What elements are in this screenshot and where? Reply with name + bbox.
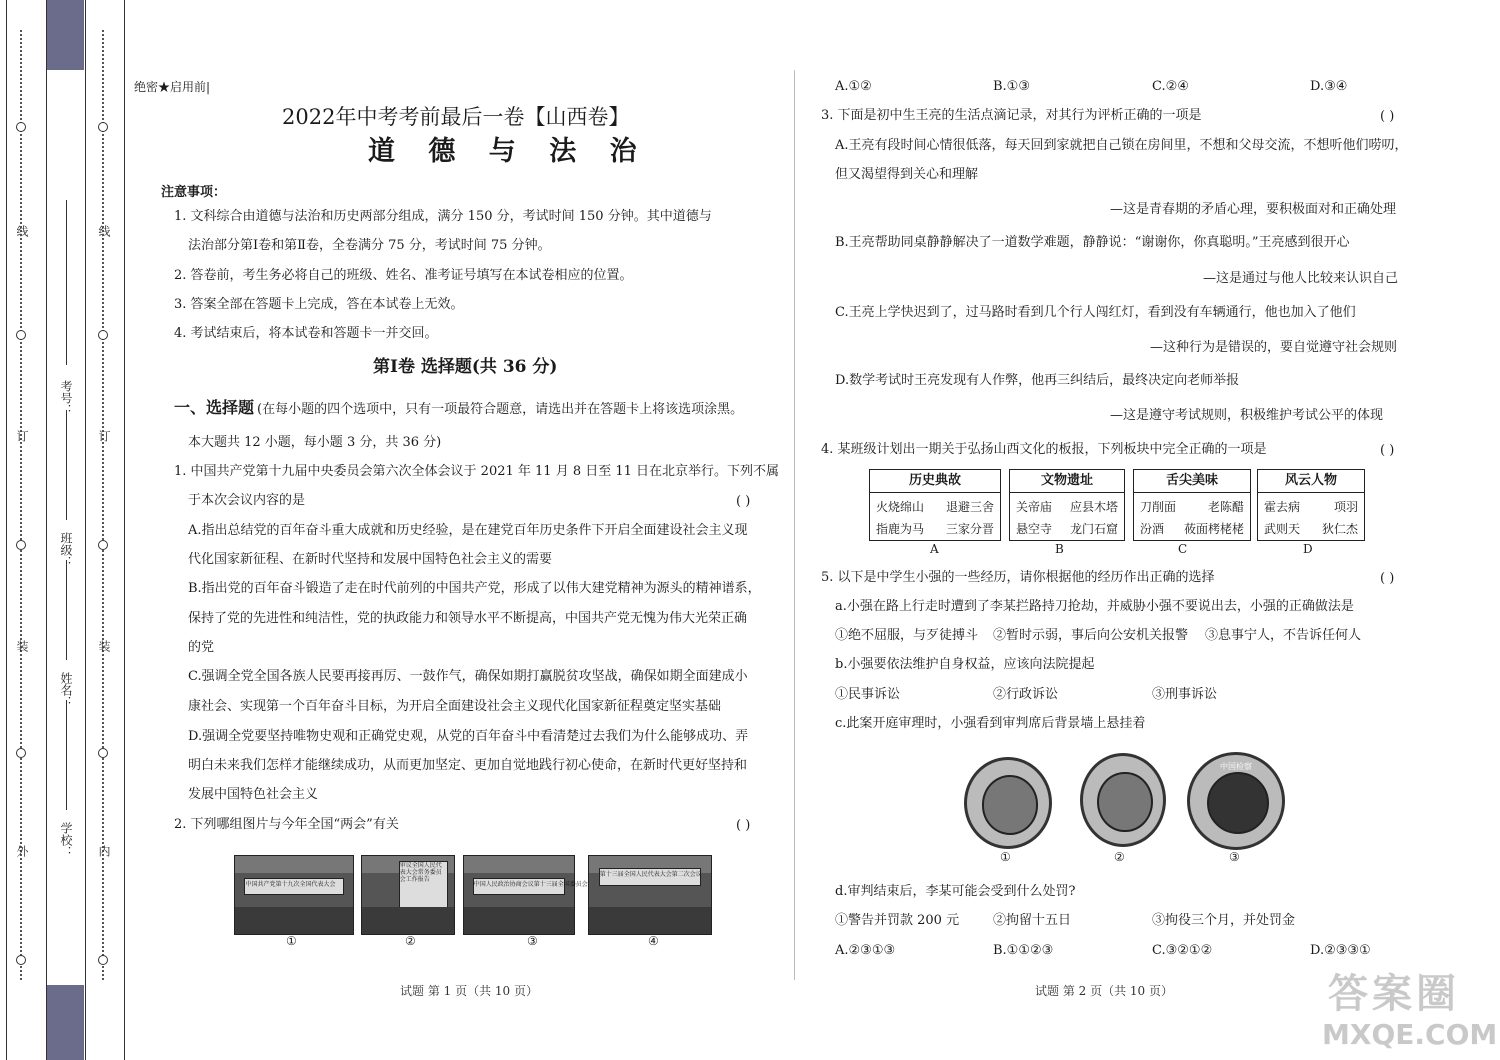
outer-char: 装 <box>15 640 29 652</box>
notice-item-3: 3. 答案全部在答题卡上完成，答在本试卷上无效。 <box>174 297 464 312</box>
q3-option-c: C.王亮上学快迟到了，过马路时看到几个行人闯红灯，看到没有车辆通行，他也加入了他们 <box>835 305 1356 320</box>
q4-box-item: 莜面栲栳栳 <box>1183 522 1244 536</box>
emblem-2-label: ② <box>1114 850 1125 864</box>
name-label: 姓名： <box>59 672 73 708</box>
q3-option-b-eval: —这是通过与他人比较来认识自己 <box>1203 271 1399 286</box>
q4-box-item: 霍去病 <box>1264 500 1301 514</box>
procuratorate-emblem-text: 中国检察 <box>1220 762 1252 771</box>
q5-part-b: b.小强要依法维护自身权益，应该向法院提起 <box>835 657 1095 672</box>
q5-answer-a: A.②③①③ <box>835 943 896 958</box>
binding-hole <box>16 330 26 340</box>
outer-char: 订 <box>15 430 29 442</box>
q5-b-option-1: ①民事诉讼 <box>835 687 901 702</box>
q4-box-item: 三家分晋 <box>945 522 994 536</box>
binding-hole <box>98 540 108 550</box>
page-divider <box>794 70 795 980</box>
class-label: 班级： <box>59 532 73 568</box>
bottom-color-band <box>47 985 84 1060</box>
court-emblem-icon <box>1080 753 1166 847</box>
q4-box-heading: 历史典故 <box>870 470 1000 493</box>
binding-hole <box>16 122 26 132</box>
q5-a-option-3: ③息事宁人，不告诉任何人 <box>1205 628 1362 643</box>
q1-stem-cont: 于本次会议内容的是 <box>188 493 306 508</box>
q3-option-b: B.王亮帮助同桌静静解决了一道数学难题，静静说：“谢谢你，你真聪明。”王亮感到很开心 <box>835 235 1350 250</box>
q5-a-option-2: ②暂时示弱，事后向公安机关报警 <box>993 628 1189 643</box>
q4-box-item: 指鹿为马 <box>876 522 925 536</box>
q4-box-item: 关帝庙 <box>1016 500 1053 514</box>
photo-1-label: ① <box>286 934 297 948</box>
q2-option-a: A.①② <box>835 79 872 94</box>
q5-answer-b: B.①①②③ <box>993 943 1054 958</box>
q4-box-item: 老陈醋 <box>1207 500 1244 514</box>
inner-char: 内 <box>97 845 111 857</box>
inner-cut-line <box>102 30 104 980</box>
q4-box-b <box>1009 469 1125 541</box>
q2-answer-bracket[interactable]: ( ) <box>736 818 751 833</box>
subject-title: 道 德 与 法 治 <box>368 136 649 167</box>
q1-answer-bracket[interactable]: ( ) <box>736 494 751 509</box>
binding-hole <box>16 748 26 758</box>
q3-option-a-cont: 但又渴望得到关心和理解 <box>835 167 979 182</box>
q2-option-c: C.②④ <box>1152 79 1189 94</box>
q4-box-heading: 风云人物 <box>1258 470 1364 493</box>
outer-cut-line <box>20 30 22 980</box>
procuratorate-emblem-icon <box>1187 752 1285 850</box>
school-field[interactable] <box>66 700 67 810</box>
page-2-footer: 试题 第 2 页（共 10 页） <box>1035 984 1173 998</box>
school-label: 学校： <box>59 822 73 858</box>
q4-box-heading: 文物遗址 <box>1010 470 1124 493</box>
confidential-mark: 绝密★启用前| <box>134 80 211 94</box>
class-field[interactable] <box>66 410 67 520</box>
q5-answer-c: C.③②①② <box>1152 943 1213 958</box>
photo-banner: 第十三届全国人民代表大会第二次会议 <box>599 871 702 879</box>
binding-hole <box>16 540 26 550</box>
photo-3 <box>463 855 588 935</box>
q1-stem: 1. 中国共产党第十九届中央委员会第六次全体会议于 2021 年 11 月 8 日至 11 日在北京举行。下列不属 <box>174 464 780 479</box>
q4-box-item: 项羽 <box>1333 500 1358 514</box>
q5-answer-bracket[interactable]: ( ) <box>1380 571 1395 586</box>
q4-box-item: 应县木塔 <box>1069 500 1118 514</box>
notice-item-4: 4. 考试结束后，将本试卷和答题卡一并交回。 <box>174 326 438 341</box>
q3-option-a: A.王亮有段时间心情很低落，每天回到家就把自己锁在房间里，不想和父母交流，不想听他们唠叨， <box>835 138 1408 153</box>
top-color-band <box>47 0 84 70</box>
q2-stem: 2. 下列哪组图片与今年全国“两会”有关 <box>174 817 399 832</box>
q5-d-option-3: ③拘役三个月，并处罚金 <box>1152 913 1296 928</box>
q4-stem: 4. 某班级计划出一期关于弘扬山西文化的板报，下列板块中完全正确的一项是 <box>821 442 1267 457</box>
q1-option-b-cont: 保持了党的先进性和纯洁性，党的执政能力和领导水平不断提高，中国共产党无愧为伟大光荣正确 <box>188 611 748 626</box>
notice-heading: 注意事项： <box>161 185 227 200</box>
section-description-cont: 本大题共 12 小题，每小题 3 分，共 36 分) <box>188 435 442 450</box>
binding-hole <box>98 122 108 132</box>
q4-box-b-label: B <box>1055 542 1064 556</box>
q4-box-a-label: A <box>930 542 939 556</box>
q4-box-item: 龙门石窟 <box>1069 522 1118 536</box>
q5-part-d: d.审判结束后，李某可能会受到什么处罚? <box>835 884 1076 899</box>
photo-2 <box>361 855 455 935</box>
exam-number-label: 考号： <box>59 380 73 416</box>
margin-inner-edge <box>124 0 125 1060</box>
photo-1 <box>234 855 354 935</box>
q1-option-d: D.强调全党要坚持唯物史观和正确党史观，从党的百年奋斗中看清楚过去我们为什么能够成功、弄 <box>188 729 749 744</box>
section-description: (在每小题的四个选项中，只有一项最符合题意，请选出并在答题卡上将该选项涂黑。 <box>257 402 744 417</box>
q2-option-b: B.①③ <box>993 79 1030 94</box>
photo-banner: 审议全国人民代表大会常务委员会工作报告 <box>399 861 442 883</box>
exam-number-field[interactable] <box>66 200 67 365</box>
notice-item-2: 2. 答卷前，考生务必将自己的班级、姓名、准考证号填写在本试卷相应的位置。 <box>174 268 633 283</box>
info-strip <box>46 0 86 1060</box>
q4-box-c <box>1133 469 1251 541</box>
q1-option-d-cont2: 发展中国特色社会主义 <box>188 787 319 802</box>
inner-char: 订 <box>97 430 111 442</box>
photo-banner: 中国共产党第十九次全国代表大会 <box>245 880 336 888</box>
q5-a-option-1: ①绝不屈服，与歹徒搏斗 <box>835 628 979 643</box>
photo-4 <box>588 855 712 935</box>
inner-char: 装 <box>97 640 111 652</box>
q4-box-item: 刀削面 <box>1140 500 1177 514</box>
national-emblem-icon <box>964 757 1052 849</box>
binding-hole <box>98 748 108 758</box>
q3-stem: 3. 下面是初中生王亮的生活点滴记录，对其行为评析正确的一项是 <box>821 108 1202 123</box>
q5-answer-d: D.②③③① <box>1310 943 1371 958</box>
q4-box-d <box>1257 469 1365 541</box>
notice-item-1-cont: 法治部分第Ⅰ卷和第Ⅱ卷，全卷满分 75 分，考试时间 75 分钟。 <box>188 238 551 253</box>
q5-b-option-2: ②行政诉讼 <box>993 687 1059 702</box>
q4-box-item: 退避三舍 <box>945 500 994 514</box>
q5-d-option-1: ①警告并罚款 200 元 <box>835 913 960 928</box>
q4-box-heading: 舌尖美味 <box>1134 470 1250 493</box>
q1-option-a: A.指出总结党的百年奋斗重大成就和历史经验，是在建党百年历史条件下开启全面建设社会主义现 <box>188 523 748 538</box>
q1-option-d-cont: 明白未来我们怎样才能继续成功，从而更加坚定、更加自觉地践行初心使命，在新时代更好坚持和 <box>188 758 748 773</box>
binding-hole <box>98 330 108 340</box>
q4-box-item: 汾酒 <box>1140 522 1165 536</box>
q4-box-d-label: D <box>1303 542 1313 556</box>
name-field[interactable] <box>66 560 67 660</box>
q4-box-a <box>869 469 1001 541</box>
watermark-url: MXQE.COM <box>1322 1018 1498 1051</box>
outer-char: 线 <box>15 225 29 237</box>
part-title: 第Ⅰ卷 选择题(共 36 分) <box>373 357 558 377</box>
emblem-3-label: ③ <box>1229 850 1240 864</box>
page-1-footer: 试题 第 1 页（共 10 页） <box>400 984 538 998</box>
q1-option-c-cont: 康社会、实现第一个百年奋斗目标，为开启全面建设社会主义现代化国家新征程奠定坚实基础 <box>188 699 722 714</box>
binding-hole <box>98 955 108 965</box>
notice-item-1: 1. 文科综合由道德与法治和历史两部分组成，满分 150 分，考试时间 150 分钟。其中道德与 <box>174 209 712 224</box>
q4-answer-bracket[interactable]: ( ) <box>1380 443 1395 458</box>
inner-char: 线 <box>97 225 111 237</box>
q4-box-item: 武则天 <box>1264 522 1301 536</box>
q1-option-b-cont2: 的党 <box>188 640 215 655</box>
margin-edge-line <box>6 0 7 1060</box>
q4-box-item: 悬空寺 <box>1016 522 1053 536</box>
q3-option-d-eval: —这是遵守考试规则，积极维护考试公平的体现 <box>1110 408 1384 423</box>
section-heading: 一、选择题 <box>174 398 255 417</box>
q5-part-a: a.小强在路上行走时遭到了李某拦路持刀抢劫，并威胁小强不要说出去，小强的正确做法是 <box>835 599 1354 614</box>
q3-option-c-eval: —这种行为是错误的，要自觉遵守社会规则 <box>1150 340 1398 355</box>
binding-margin <box>0 0 128 1060</box>
q3-option-a-eval: —这是青春期的矛盾心理，要积极面对和正确处理 <box>1110 202 1397 217</box>
q4-box-c-label: C <box>1178 542 1188 556</box>
photo-4-label: ④ <box>648 934 659 948</box>
q5-stem: 5. 以下是中学生小强的一些经历，请你根据他的经历作出正确的选择 <box>821 570 1215 585</box>
photo-2-label: ② <box>405 934 416 948</box>
q4-box-item: 狄仁杰 <box>1321 522 1358 536</box>
q2-option-d: D.③④ <box>1310 79 1348 94</box>
q1-option-a-cont: 代化国家新征程、在新时代坚持和发展中国特色社会主义的需要 <box>188 552 553 567</box>
binding-hole <box>16 955 26 965</box>
emblem-1-label: ① <box>1000 850 1011 864</box>
photo-3-label: ③ <box>527 934 538 948</box>
q5-part-c: c.此案开庭审理时，小强看到审判席后背景墙上悬挂着 <box>835 716 1146 731</box>
watermark-logo: 答案圈 <box>1328 971 1460 1017</box>
q5-d-option-2: ②拘留十五日 <box>993 913 1072 928</box>
outer-char: 外 <box>15 845 29 857</box>
q3-option-d: D.数学考试时王亮发现有人作弊，他再三纠结后，最终决定向老师举报 <box>835 373 1240 388</box>
q1-option-c: C.强调全党全国各族人民要再接再厉、一鼓作气，确保如期打赢脱贫攻坚战，确保如期全面建成小 <box>188 669 748 684</box>
q3-answer-bracket[interactable]: ( ) <box>1380 109 1395 124</box>
photo-banner: 中国人民政治协商会议第十三届全国委员会 <box>473 880 588 888</box>
exam-title: 2022年中考考前最后一卷【山西卷】 <box>282 105 630 129</box>
q5-b-option-3: ③刑事诉讼 <box>1152 687 1218 702</box>
q1-option-b: B.指出党的百年奋斗锻造了走在时代前列的中国共产党，形成了以伟大建党精神为源头的精神谱系， <box>188 581 761 596</box>
q4-box-item: 火烧绵山 <box>876 500 925 514</box>
